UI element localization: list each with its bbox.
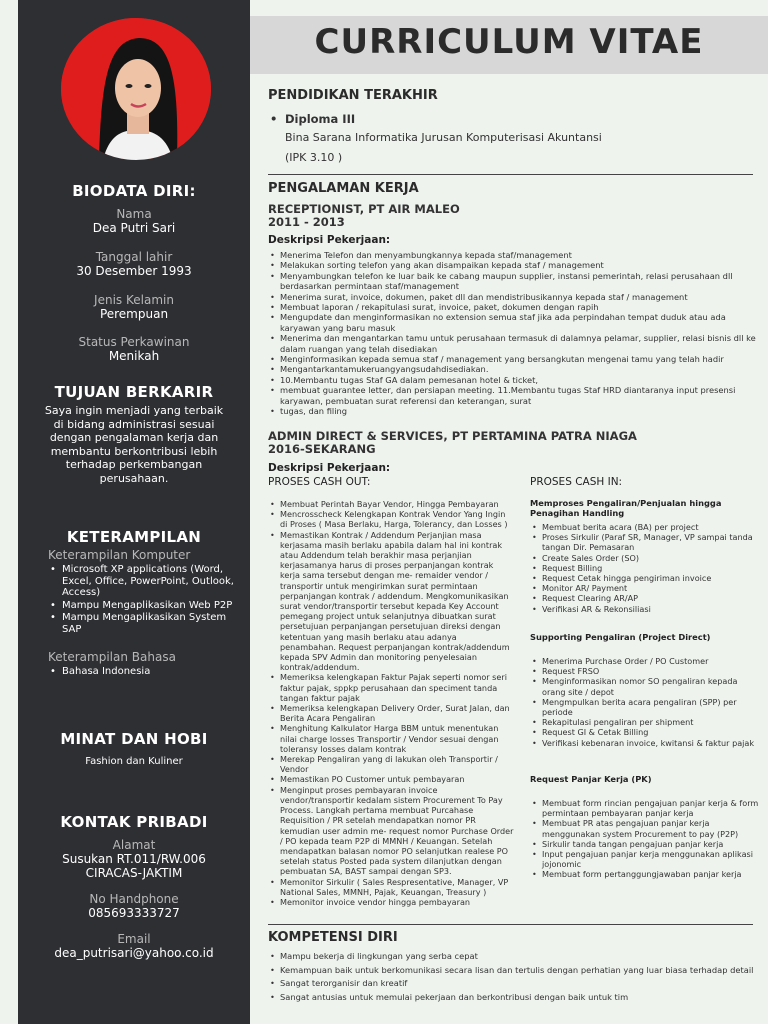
list-item: • Sirkulir tanda tangan pengajuan panjar kerja	[530, 839, 760, 849]
email-label: Email	[117, 932, 151, 946]
list-item: • tugas, dan filing	[268, 406, 756, 416]
list-item: • Merekap Pengaliran yang di lakukan oleh Transportir / Vendor	[268, 754, 514, 774]
cash-in-sub1: Memproses Pengaliran/Penjualan hingga Penagihan Handling	[530, 498, 722, 518]
list-item: • Mampu Mengaplikasikan System SAP	[48, 612, 248, 635]
cash-in-list3	[530, 798, 760, 880]
cash-in-list1	[530, 522, 760, 614]
jenis-kelamin-value: Perempuan	[99, 307, 169, 321]
list-item: • Membuat berita acara (BA) per project	[530, 522, 760, 532]
cash-out-heading: PROSES CASH OUT:	[268, 476, 371, 488]
alamat-line2: CIRACAS-JAKTIM	[85, 866, 183, 880]
degree-bullet: •	[270, 112, 278, 126]
list-item: • Menerima Telefon dan menyambungkannya kepada staf/management	[268, 250, 756, 260]
list-item: • Input pengajuan panjar kerja menggunakan aplikasi jojonomic	[530, 849, 760, 869]
biodata-heading: BIODATA DIRI:	[72, 182, 196, 200]
list-item: • Mencrosscheck Kelengkapan Kontrak Vendor Yang Ingin di Proses ( Masa Berlaku, Harga, Tolerancy, dan Losses )	[268, 509, 514, 529]
list-item: • Memonitor invoice vendor hingga pembayaran	[268, 897, 514, 907]
alamat-label: Alamat	[112, 838, 156, 852]
list-item: • Menghitung Kalkulator Harga BBM untuk menentukan nilai charge losses Transportir / Vendor sesuai dengan toleransy losses dalam kontrak	[268, 723, 514, 754]
list-item: • Microsoft XP applications (Word, Excel, Office, PowerPoint, Outlook, Access)	[48, 564, 248, 599]
komputer-list	[48, 564, 248, 636]
sidebar	[18, 0, 250, 1024]
list-item: • Menerima surat, invoice, dokumen, paket dll dan mendistribusikannya kepada staf / management	[268, 292, 756, 302]
job2-desc-label: Deskripsi Pekerjaan:	[268, 462, 391, 474]
pendidikan-heading: PENDIDIKAN TERAKHIR	[268, 88, 438, 103]
kompetensi-heading: KOMPETENSI DIRI	[268, 930, 398, 945]
tujuan-text: Saya ingin menjadi yang terbaik di bidang administrasi sesuai dengan pengalaman kerja dan membantu berkontribusi lebih terhadap perkembangan perusahaan.	[44, 404, 224, 485]
pengalaman-heading: PENGALAMAN KERJA	[268, 181, 419, 196]
list-item: • Verifikasi AR & Rekonsiliasi	[530, 604, 760, 614]
cash-in-sub2: Supporting Pengaliran (Project Direct)	[530, 632, 711, 642]
kompetensi-list	[268, 950, 756, 1004]
profile-photo	[61, 18, 211, 160]
list-item: • Sangat terorganisir dan kreatif	[268, 977, 756, 991]
job2-period: 2016-SEKARANG	[268, 442, 376, 456]
list-item: • Memastikan PO Customer untuk pembayaran	[268, 774, 514, 784]
list-item: • Mampu Mengaplikasikan Web P2P	[48, 600, 248, 612]
status-perkawinan-label: Status Perkawinan	[78, 335, 190, 349]
hp-label: No Handphone	[89, 892, 179, 906]
tanggal-lahir-label: Tanggal lahir	[95, 250, 173, 264]
keterampilan-heading: KETERAMPILAN	[66, 528, 202, 546]
list-item: • Membuat PR atas pengajuan panjar kerja menggunakan system Procurement to pay (P2P)	[530, 818, 760, 838]
list-item: • Memonitor Sirkulir ( Sales Respresentative, Manager, VP National Sales, MMNH, Pajak, Keuangan, Treasury )	[268, 877, 514, 897]
list-item: • Memeriksa kelengkapan Faktur Pajak seperti nomor seri faktur pajak, sppkp perusahaan dan speciment tanda tangan faktur pajak	[268, 672, 514, 703]
ipk: (IPK 3.10 )	[285, 151, 343, 164]
list-item: • Verifikasi kebenaran invoice, kwitansi & faktur pajak	[530, 738, 760, 748]
komputer-label: Keterampilan Komputer	[48, 548, 191, 562]
list-item: • Menginput proses pembayaran invoice vendor/transportir kedalam sistem Procurement To Pay Process. Langkah pertama membuat Purcahase Requisition / PR setelah mendapatkan nomor PR kemudian user admin me- request nomor Purchase Order / PO kepada team P2P di MMNH / Keuangan. Setelah mendapatkan balasan nomor PO selanjutkan realese PO setelah status Posted pada system dilanjutkan dengan pembuatan SA, BAST sampai dengan SP3.	[268, 785, 514, 877]
tujuan-heading: TUJUAN BERKARIR	[54, 383, 214, 401]
list-item: • Request FRSO	[530, 666, 760, 676]
email-value: dea_putrisari@yahoo.co.id	[54, 946, 214, 960]
bahasa-label: Keterampilan Bahasa	[48, 650, 176, 664]
school: Bina Sarana Informatika Jurusan Komputerisasi Akuntansi	[285, 131, 602, 144]
cash-in-list2	[530, 656, 760, 748]
degree: Diploma III	[285, 112, 356, 126]
list-item: • Request GI & Cetak Billing	[530, 727, 760, 737]
minat-heading: MINAT DAN HOBI	[60, 730, 208, 748]
job1-desc-label: Deskripsi Pekerjaan:	[268, 234, 391, 246]
cash-in-sub3: Request Panjar Kerja (PK)	[530, 774, 652, 784]
list-item: • Rekapitulasi pengaliran per shipment	[530, 717, 760, 727]
list-item: • Mengantarkantamukeruangyangsudahdisediakan.	[268, 364, 756, 374]
list-item: • Monitor AR/ Payment	[530, 583, 760, 593]
list-item: • Create Sales Order (SO)	[530, 553, 760, 563]
list-item: • Membuat laporan / rekapitulasi surat, invoice, paket, dokumen dengan rapih	[268, 302, 756, 312]
list-item: • Menerima Purchase Order / PO Customer	[530, 656, 760, 666]
list-item: • Proses Sirkulir (Paraf SR, Manager, VP sampai tanda tangan Dir. Pemasaran	[530, 532, 760, 552]
divider	[268, 924, 753, 925]
list-item: • Mampu bekerja di lingkungan yang serba cepat	[268, 950, 756, 964]
bahasa-list	[48, 666, 248, 679]
status-perkawinan-value: Menikah	[108, 349, 160, 363]
list-item: • Menginformasikan kepada semua staf / management yang bersangkutan mengenai tamu yang telah hadir	[268, 354, 756, 364]
list-item: • Mengupdate dan menginformasikan no extension semua staf jika ada perpindahan tempat duduk atau ada karyawan yang baru masuk	[268, 312, 756, 333]
minat-text: Fashion dan Kuliner	[85, 756, 183, 767]
list-item: • Kemampuan baik untuk berkomunikasi secara lisan dan tertulis dengan perhatian yang luar biasa terhadap detail	[268, 964, 756, 978]
nama-value: Dea Putri Sari	[92, 221, 176, 235]
nama-label: Nama	[116, 207, 152, 221]
list-item: • Menginformasikan nomor SO pengaliran kepada orang site / depot	[530, 676, 760, 696]
tanggal-lahir-value: 30 Desember 1993	[76, 264, 192, 278]
page-title: CURRICULUM VITAE	[314, 22, 704, 62]
list-item: • Memeriksa kelengkapan Delivery Order, Surat Jalan, dan Berita Acara Pengaliran	[268, 703, 514, 723]
job1-period: 2011 - 2013	[268, 215, 345, 229]
alamat-line1: Susukan RT.011/RW.006	[62, 852, 206, 866]
list-item: • Mengmpulkan berita acara pengaliran (SPP) per periode	[530, 697, 760, 717]
hp-value: 085693333727	[88, 906, 180, 920]
list-item: • Melakukan sorting telefon yang akan disampaikan kepada staf / management	[268, 260, 756, 270]
list-item: • Request Clearing AR/AP	[530, 593, 760, 603]
cash-in-heading: PROSES CASH IN:	[530, 476, 623, 488]
list-item: • Membuat form pertanggungjawaban panjar kerja	[530, 869, 760, 879]
list-item: • Request Cetak hingga pengiriman invoice	[530, 573, 760, 583]
divider	[268, 174, 753, 175]
list-item: • Bahasa Indonesia	[48, 666, 248, 678]
job1-list	[268, 250, 756, 417]
job1-title: RECEPTIONIST, PT AIR MALEO	[268, 202, 460, 216]
list-item: • Menerima dan mengantarkan tamu untuk perusahaan termasuk di dalamnya pelamar, supplier, relasi bisnis dll ke dalam ruangan yang telah disediakan	[268, 333, 756, 354]
list-item: • Membuat form rincian pengajuan panjar kerja & form permintaan pembayaran panjar kerja	[530, 798, 760, 818]
list-item: • membuat guarantee letter, dan persiapan meeting. 11.Membantu tugas Staf HRD diantaranya input presensi karyawan, pembuatan surat referensi dan keterangan, surat	[268, 385, 756, 406]
cash-out-list	[268, 499, 514, 907]
job2-title: ADMIN DIRECT & SERVICES, PT PERTAMINA PATRA NIAGA	[268, 429, 637, 443]
jenis-kelamin-label: Jenis Kelamin	[94, 293, 174, 307]
list-item: • Membuat Perintah Bayar Vendor, Hingga Pembayaran	[268, 499, 514, 509]
list-item: • Menyambungkan telefon ke luar baik ke cabang maupun supplier, instansi pemerintah, relasi perusahaan dll berdasarkan permintaan staf/management	[268, 271, 756, 292]
list-item: • Memastikan Kontrak / Addendum Perjanjian masa kerjasama masih berlaku apabila dalam hal ini kontrak atau Addendum telah berakhir masa perjanjian kerjasamanya harus di proses perpanjangan kontrak kerja sama tersebut dengan me- remaider vendor / transportir untuk mengirimkan surat permintaan perpanjangan kontrak / addendum. Mengkomunikasikan surat vendor/transportir tersebut kepada Key Account pemegang project untuk selanjutnya dibuatkan surat persetujuan perpanjangan persetujuan direksi dengan ketentuan yang masih berlaku atau adanya penambahan. Request perpanjangan kontrak/addendum kepada SPV Admin dan monitoring penyelesaian kontrak/addendum.	[268, 530, 514, 673]
list-item: • 10.Membantu tugas Staf GA dalam pemesanan hotel & ticket,	[268, 375, 756, 385]
list-item: • Sangat antusias untuk memulai pekerjaan dan berkontribusi dengan baik untuk tim	[268, 991, 756, 1005]
list-item: • Request Billing	[530, 563, 760, 573]
kontak-heading: KONTAK PRIBADI	[60, 813, 208, 831]
